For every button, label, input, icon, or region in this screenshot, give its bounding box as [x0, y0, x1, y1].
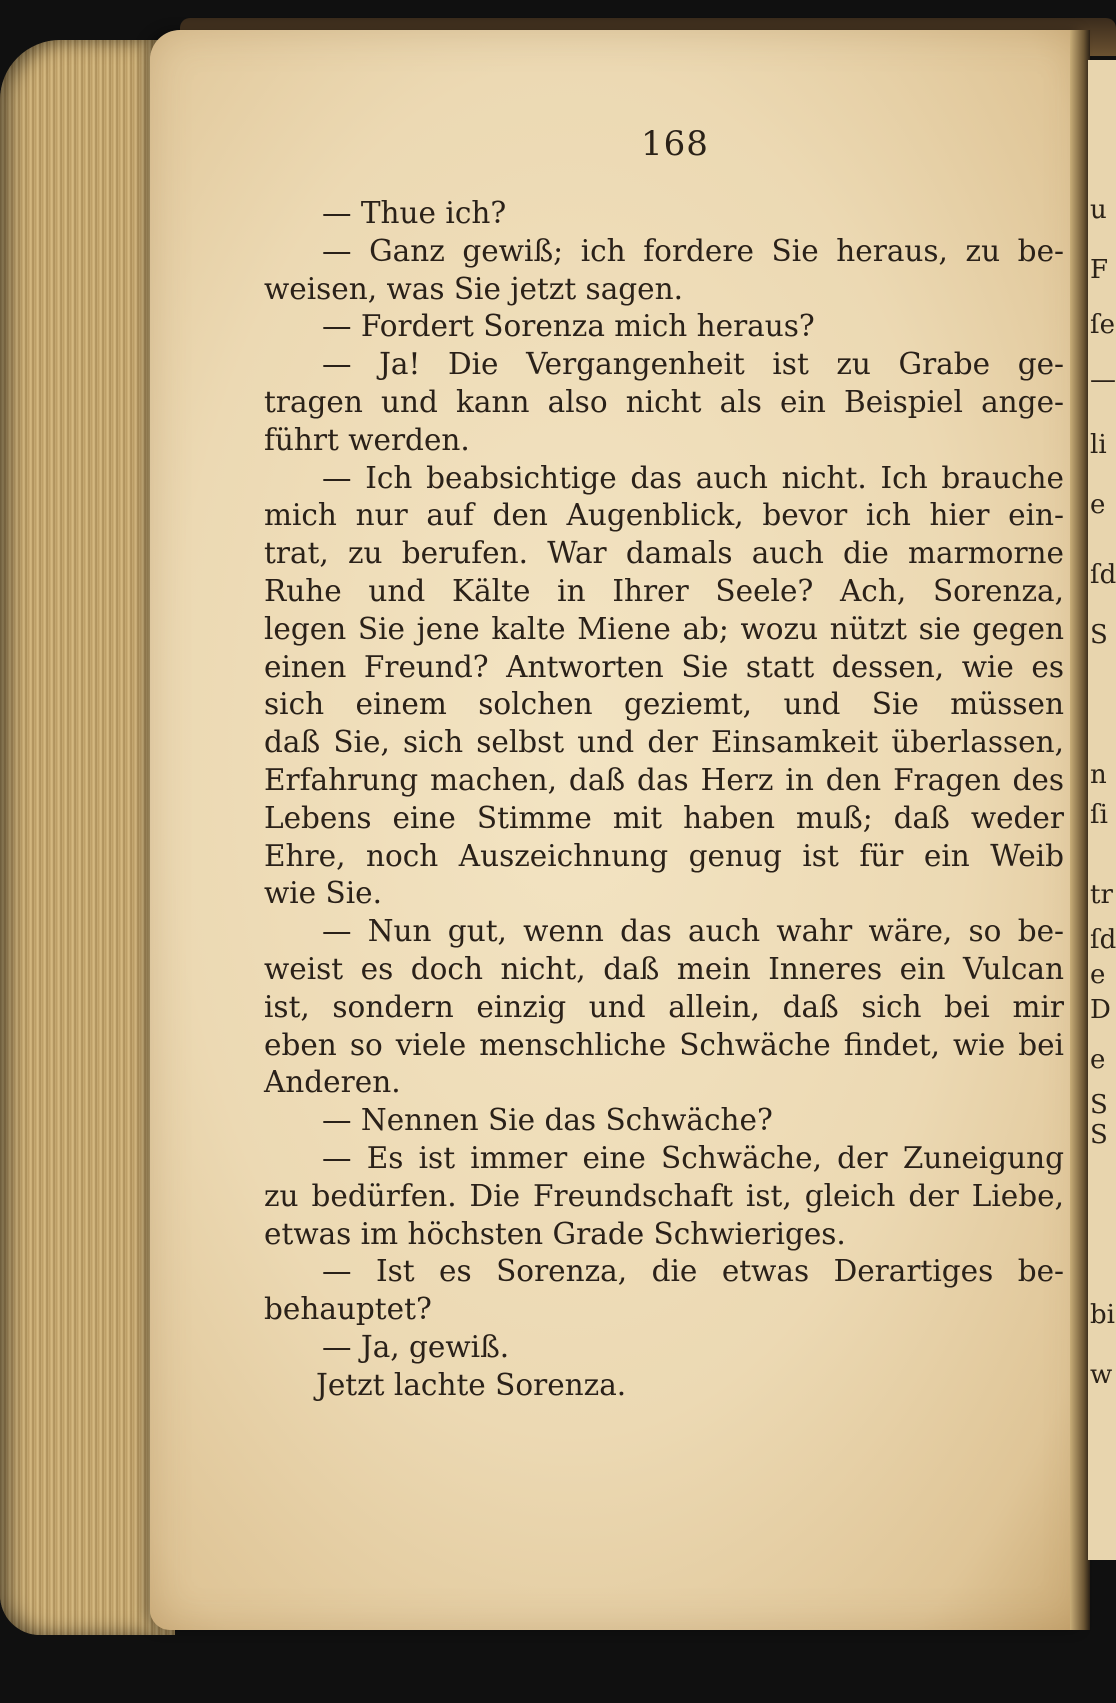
- text-line: trat, zu berufen. War damals auch die marmorne: [264, 536, 1064, 571]
- facing-page-fragment: ſd: [1090, 925, 1116, 955]
- text-line: Erfahrung machen, daß das Herz in den Fragen des: [264, 762, 1064, 797]
- facing-page-fragment: ſe: [1090, 310, 1116, 340]
- text-line: tragen und kann also nicht als ein Beispiel ange-: [264, 384, 1064, 419]
- facing-page-fragment: u: [1090, 195, 1107, 225]
- text-line: — Ich beabsichtige das auch nicht. Ich brauche: [322, 460, 1064, 495]
- text-line: wie Sie.: [264, 876, 382, 911]
- text-line: sich einem solchen geziemt, und Sie müssen: [264, 687, 1064, 722]
- facing-page-fragment: ſi: [1090, 800, 1108, 830]
- text-line: zu bedürfen. Die Freundschaft ist, gleich der Liebe,: [264, 1178, 1064, 1213]
- page-number: 168: [641, 124, 709, 164]
- paragraph: [264, 1140, 1064, 1253]
- paragraph: [264, 195, 1064, 233]
- book-gutter: [1070, 30, 1090, 1630]
- paragraph: [264, 346, 1064, 459]
- facing-page-fragment: —: [1090, 365, 1116, 395]
- text-line: — Nennen Sie das Schwäche?: [322, 1103, 773, 1138]
- facing-page-fragment: w: [1090, 1360, 1113, 1390]
- text-line: Ehre, noch Auszeichnung genug ist für ein Weib: [264, 838, 1064, 873]
- paragraph: [264, 913, 1064, 1102]
- paragraph: [264, 1102, 1064, 1140]
- facing-page-fragment: li: [1090, 430, 1107, 460]
- facing-page-fragment: S: [1090, 620, 1108, 650]
- facing-page-fragment: e: [1090, 490, 1106, 520]
- facing-page-fragment: tr: [1090, 880, 1113, 910]
- facing-page-fragment: e: [1090, 1045, 1106, 1075]
- text-line: — Nun gut, wenn das auch wahr wäre, so be-: [322, 914, 1064, 949]
- paragraph: [264, 308, 1064, 346]
- text-line: — Ist es Sorenza, die etwas Derartiges be-: [322, 1254, 1064, 1289]
- facing-page-fragment: D: [1090, 995, 1111, 1025]
- text-line: eben so viele menschliche Schwäche findet, wie bei: [264, 1027, 1064, 1062]
- text-line: — Thue ich?: [322, 196, 507, 230]
- text-line: Jetzt lachte Sorenza.: [316, 1367, 627, 1402]
- paragraph: [264, 1329, 1064, 1367]
- facing-page-fragment: n: [1090, 760, 1107, 790]
- facing-page-fragment: ſd: [1090, 560, 1116, 590]
- paragraph: [264, 460, 1064, 914]
- facing-page-fragment: bi: [1090, 1300, 1115, 1330]
- text-line: daß Sie, sich selbst und der Einsamkeit überlassen,: [264, 725, 1064, 760]
- text-line: etwas im höchsten Grade Schwieriges.: [264, 1216, 846, 1251]
- paragraph: [264, 1367, 1064, 1405]
- text-line: behauptet?: [264, 1292, 432, 1327]
- paragraph: [264, 233, 1064, 309]
- text-line: führt werden.: [264, 422, 470, 457]
- text-line: legen Sie jene kalte Miene ab; wozu nützt sie gegen: [264, 611, 1064, 646]
- text-line: einen Freund? Antworten Sie statt dessen, wie es: [264, 649, 1064, 684]
- facing-page-fragment: S: [1090, 1090, 1108, 1120]
- facing-page-fragment: e: [1090, 960, 1106, 990]
- text-line: — Ganz gewiß; ich fordere Sie heraus, zu be-: [322, 233, 1064, 268]
- text-line: Anderen.: [264, 1065, 401, 1100]
- text-line: — Es ist immer eine Schwäche, der Zuneigung: [322, 1140, 1064, 1175]
- text-line: mich nur auf den Augenblick, bevor ich hier ein-: [264, 498, 1064, 533]
- page-edges: [0, 40, 175, 1635]
- text-line: Ruhe und Kälte in Ihrer Seele? Ach, Sorenza,: [264, 573, 1064, 608]
- text-line: — Fordert Sorenza mich heraus?: [322, 309, 815, 344]
- facing-page-edge: [1088, 60, 1116, 1560]
- text-line: weisen, was Sie jetzt sagen.: [264, 271, 684, 306]
- facing-page-fragment: F: [1090, 255, 1109, 285]
- page-text: [264, 195, 1064, 1405]
- text-line: — Ja, gewiß.: [322, 1329, 510, 1364]
- paragraph: [264, 1253, 1064, 1329]
- facing-page-fragment: S: [1090, 1120, 1108, 1150]
- text-line: — Ja! Die Vergangenheit ist zu Grabe ge-: [322, 347, 1064, 382]
- text-line: ist, sondern einzig und allein, daß sich bei mir: [264, 989, 1064, 1024]
- text-line: Lebens eine Stimme mit haben muß; daß weder: [264, 800, 1064, 835]
- text-line: weist es doch nicht, daß mein Inneres ein Vulcan: [264, 951, 1064, 986]
